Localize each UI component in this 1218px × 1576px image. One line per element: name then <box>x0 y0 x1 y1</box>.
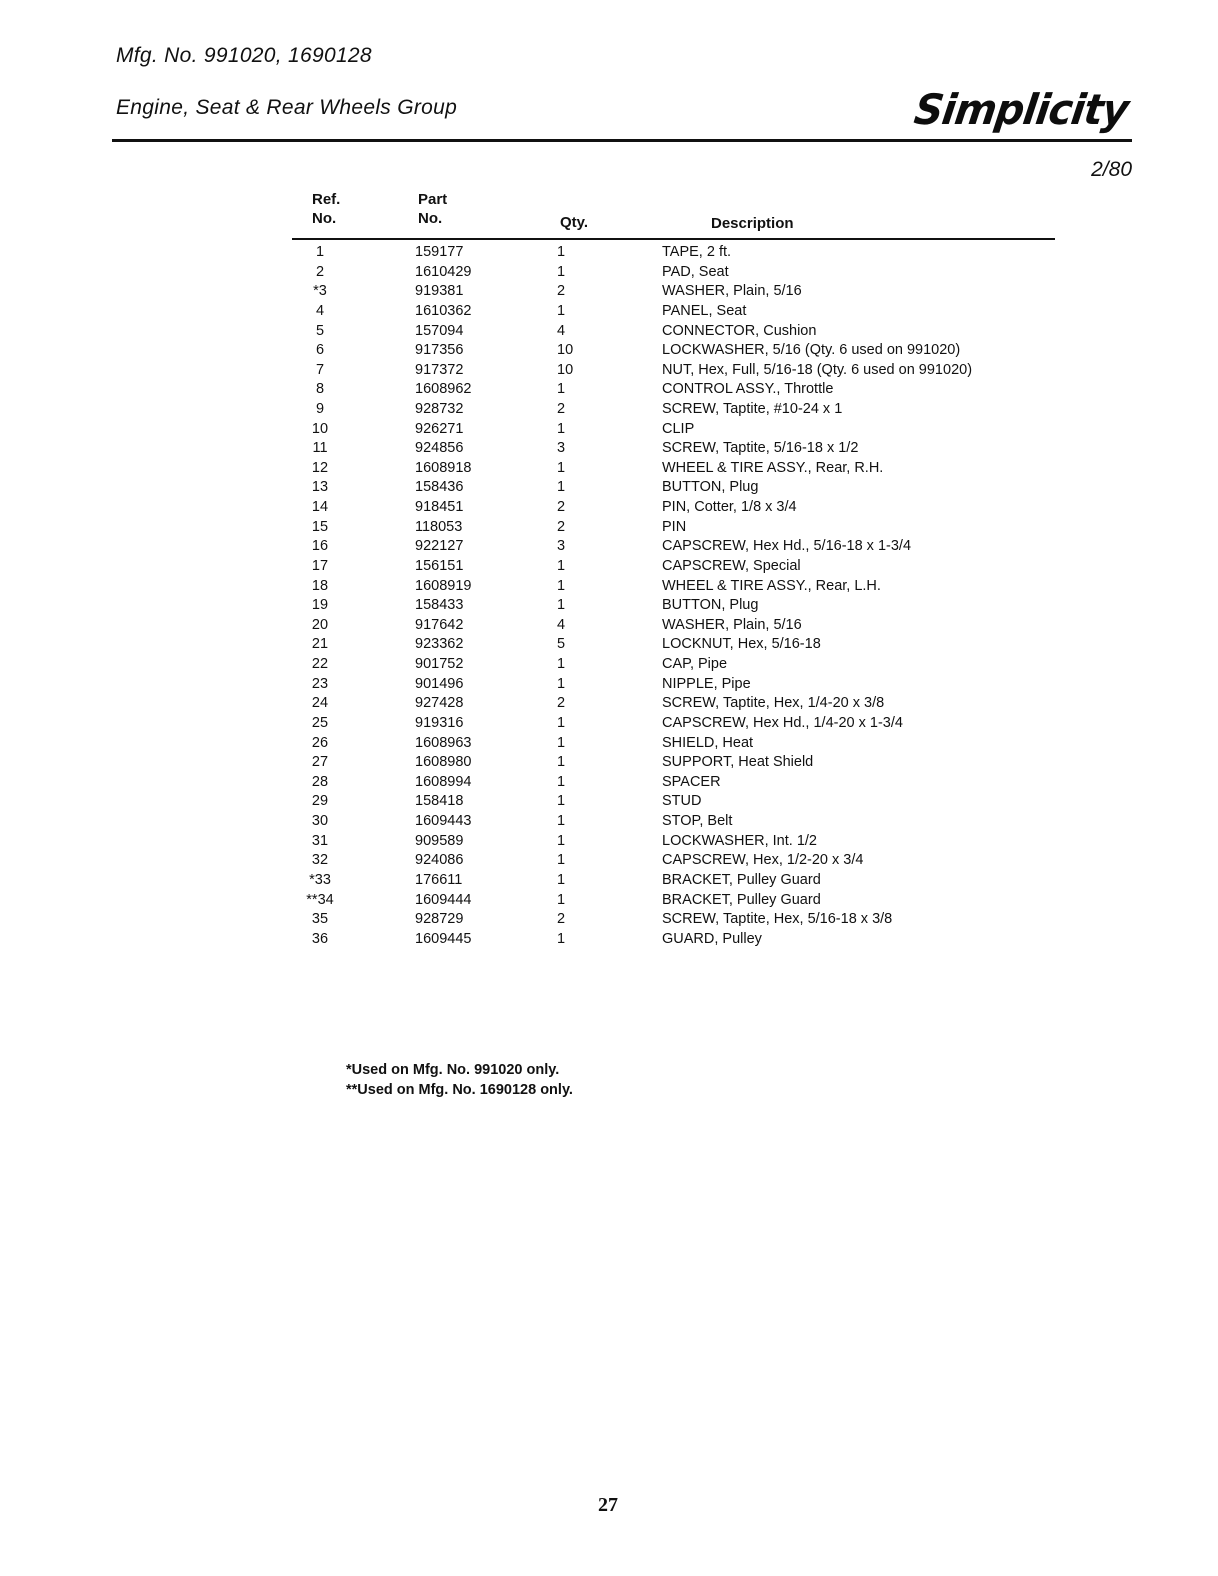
ref-cell: 30 <box>311 813 329 829</box>
description-cell: GUARD, Pulley <box>662 930 762 947</box>
qty-cell: 4 <box>557 322 566 339</box>
part-number-cell: 917356 <box>415 342 464 359</box>
qty-cell: 1 <box>557 244 566 260</box>
qty-cell: 1 <box>557 302 566 319</box>
qty-cell: 2 <box>557 518 566 535</box>
ref-cell: 31 <box>311 832 329 849</box>
page-title: Engine, Seat & Rear Wheels Group <box>116 96 458 119</box>
description-cell: TAPE, 2 ft. <box>662 244 732 260</box>
footnote-single: *Used on Mfg. No. 991020 only. <box>346 1062 560 1078</box>
qty-cell: 1 <box>557 714 566 731</box>
part-number-cell: 1608962 <box>415 381 472 398</box>
qty-cell: 5 <box>557 636 566 653</box>
part-header-line2: No. <box>418 210 443 227</box>
table-row <box>0 301 1218 321</box>
table-header-divider <box>292 238 1055 240</box>
description-cell: BUTTON, Plug <box>662 479 759 496</box>
qty-cell: 1 <box>557 754 566 771</box>
table-row <box>0 752 1218 772</box>
part-number-cell: 1609445 <box>415 930 472 947</box>
part-number-cell: 156151 <box>415 557 464 574</box>
ref-cell: 2 <box>315 263 325 280</box>
description-cell: CAPSCREW, Hex, 1/2-20 x 3/4 <box>662 852 864 869</box>
qty-cell: 1 <box>557 930 566 947</box>
description-cell: CONNECTOR, Cushion <box>662 322 817 339</box>
table-row <box>0 634 1218 654</box>
ref-cell: 29 <box>311 793 329 810</box>
part-number-cell: 157094 <box>415 322 464 339</box>
part-number-cell: 1608994 <box>415 773 472 790</box>
part-number-cell: 158436 <box>415 479 464 496</box>
description-cell: LOCKWASHER, 5/16 (Qty. 6 used on 991020) <box>662 342 961 359</box>
part-number-cell: 158433 <box>415 597 464 614</box>
ref-cell: 26 <box>311 734 329 751</box>
part-number-cell: 909589 <box>415 832 464 849</box>
qty-cell: 2 <box>557 911 566 928</box>
table-row <box>0 595 1218 615</box>
part-number-cell: 1609443 <box>415 813 472 829</box>
description-cell: CLIP <box>662 420 695 437</box>
ref-cell: 7 <box>315 361 325 378</box>
qty-cell: 1 <box>557 597 566 614</box>
qty-cell: 3 <box>557 538 566 555</box>
table-row <box>0 497 1218 517</box>
qty-cell: 1 <box>557 793 566 810</box>
qty-cell: 1 <box>557 381 566 398</box>
qty-cell: 1 <box>557 420 566 437</box>
table-row <box>0 399 1218 419</box>
ref-cell: 1 <box>315 244 325 260</box>
table-row <box>0 772 1218 792</box>
description-cell: PAD, Seat <box>662 263 729 280</box>
page-number: 27 <box>598 1494 618 1516</box>
ref-cell: 9 <box>315 401 325 417</box>
part-number-cell: 176611 <box>415 871 463 888</box>
ref-cell: 12 <box>311 459 329 476</box>
qty-cell: 1 <box>557 734 566 751</box>
description-cell: LOCKWASHER, Int. 1/2 <box>662 832 817 849</box>
part-number-cell: 919381 <box>415 283 464 300</box>
part-number-cell: 928732 <box>415 401 464 417</box>
ref-cell: 20 <box>311 616 329 633</box>
part-number-cell: 927428 <box>415 695 464 712</box>
table-row <box>0 419 1218 439</box>
description-cell: SUPPORT, Heat Shield <box>662 754 814 771</box>
ref-cell: 11 <box>312 440 328 457</box>
part-number-cell: 1610429 <box>415 263 472 280</box>
table-row <box>0 674 1218 694</box>
description-cell: BUTTON, Plug <box>662 597 759 614</box>
table-row <box>0 576 1218 596</box>
qty-cell: 1 <box>557 459 566 476</box>
brand-logo: Simplicity <box>911 86 1131 135</box>
description-cell: STOP, Belt <box>662 813 733 829</box>
description-cell: PIN, Cotter, 1/8 x 3/4 <box>662 499 797 516</box>
ref-cell: 18 <box>311 577 329 594</box>
part-number-cell: 158418 <box>415 793 464 810</box>
description-cell: SHIELD, Heat <box>662 734 754 751</box>
description-column-header: Description <box>711 215 794 232</box>
table-row <box>0 791 1218 811</box>
description-cell: SCREW, Taptite, #10-24 x 1 <box>662 401 843 417</box>
description-cell: WASHER, Plain, 5/16 <box>662 283 802 300</box>
description-cell: WHEEL & TIRE ASSY., Rear, L.H. <box>662 577 881 594</box>
ref-cell: 17 <box>311 557 329 574</box>
table-row <box>0 713 1218 733</box>
qty-cell: 1 <box>557 813 566 829</box>
table-row <box>0 262 1218 282</box>
table-row <box>0 379 1218 399</box>
description-cell: SPACER <box>662 773 721 790</box>
ref-cell: **34 <box>306 891 334 908</box>
header-divider <box>112 139 1132 142</box>
table-row <box>0 870 1218 890</box>
ref-cell: 16 <box>311 538 329 555</box>
qty-cell: 1 <box>557 871 566 888</box>
part-number-cell: 918451 <box>415 499 464 516</box>
part-column-header <box>418 190 447 228</box>
revision-date: 2/80 <box>1091 158 1132 181</box>
ref-cell: 8 <box>315 381 325 398</box>
part-header-line1: Part <box>418 191 448 208</box>
qty-cell: 1 <box>557 852 566 869</box>
description-cell: LOCKNUT, Hex, 5/16-18 <box>662 636 821 653</box>
part-number-cell: 923362 <box>415 636 464 653</box>
description-cell: NIPPLE, Pipe <box>662 675 751 692</box>
description-cell: CONTROL ASSY., Throttle <box>662 381 834 398</box>
description-cell: NUT, Hex, Full, 5/16-18 (Qty. 6 used on 991020) <box>662 361 973 378</box>
ref-column-header <box>312 190 340 228</box>
ref-cell: 15 <box>311 518 329 535</box>
qty-cell: 2 <box>557 499 566 516</box>
qty-cell: 1 <box>557 891 566 908</box>
part-number-cell: 924856 <box>415 440 464 457</box>
part-number-cell: 1609444 <box>415 891 472 908</box>
part-number-cell: 159177 <box>415 244 464 260</box>
qty-cell: 1 <box>557 656 566 672</box>
ref-cell: 36 <box>311 930 329 947</box>
qty-cell: 10 <box>557 342 574 359</box>
table-row <box>0 438 1218 458</box>
ref-cell: 19 <box>311 597 329 614</box>
ref-cell: *33 <box>309 871 331 888</box>
qty-cell: 2 <box>557 283 566 300</box>
part-number-cell: 917642 <box>415 616 464 633</box>
part-number-cell: 1608919 <box>415 577 472 594</box>
ref-cell: 24 <box>311 695 329 712</box>
ref-cell: *3 <box>313 283 327 300</box>
qty-cell: 2 <box>557 401 566 417</box>
qty-column-header: Qty. <box>560 214 589 231</box>
part-number-cell: 901496 <box>415 675 464 692</box>
qty-cell: 1 <box>557 557 566 574</box>
ref-cell: 14 <box>311 499 329 516</box>
table-row <box>0 733 1218 753</box>
description-cell: SCREW, Taptite, Hex, 1/4-20 x 3/8 <box>662 695 885 712</box>
description-cell: WHEEL & TIRE ASSY., Rear, R.H. <box>662 459 884 476</box>
table-row <box>0 831 1218 851</box>
description-cell: PANEL, Seat <box>662 302 747 319</box>
table-row <box>0 615 1218 635</box>
qty-cell: 1 <box>557 832 566 849</box>
part-number-cell: 917372 <box>415 361 464 378</box>
ref-header-line1: Ref. <box>312 191 341 208</box>
description-cell: SCREW, Taptite, Hex, 5/16-18 x 3/8 <box>662 911 893 928</box>
footnote-double: **Used on Mfg. No. 1690128 only. <box>346 1082 573 1098</box>
table-row <box>0 360 1218 380</box>
qty-cell: 1 <box>557 577 566 594</box>
table-row <box>0 811 1218 831</box>
description-cell: STUD <box>662 793 702 810</box>
ref-cell: 27 <box>311 754 329 771</box>
table-row <box>0 340 1218 360</box>
qty-cell: 10 <box>557 361 574 378</box>
qty-cell: 1 <box>557 675 566 692</box>
description-cell: CAP, Pipe <box>662 656 728 672</box>
table-row <box>0 654 1218 674</box>
footnotes <box>346 1060 573 1100</box>
part-number-cell: 924086 <box>415 852 464 869</box>
table-row <box>0 909 1218 929</box>
ref-header-line2: No. <box>312 210 337 227</box>
table-row <box>0 477 1218 497</box>
qty-cell: 3 <box>557 440 566 457</box>
table-row <box>0 556 1218 576</box>
ref-cell: 23 <box>311 675 329 692</box>
description-cell: PIN <box>662 518 687 535</box>
ref-cell: 13 <box>311 479 329 496</box>
description-cell: WASHER, Plain, 5/16 <box>662 616 802 633</box>
description-cell: BRACKET, Pulley Guard <box>662 871 821 888</box>
table-row <box>0 242 1218 262</box>
description-cell: SCREW, Taptite, 5/16-18 x 1/2 <box>662 440 859 457</box>
part-number-cell: 1608918 <box>415 459 472 476</box>
table-row <box>0 281 1218 301</box>
part-number-cell: 928729 <box>415 911 464 928</box>
part-number-cell: 926271 <box>415 420 464 437</box>
qty-cell: 1 <box>557 773 566 790</box>
description-cell: CAPSCREW, Hex Hd., 1/4-20 x 1-3/4 <box>662 714 903 731</box>
qty-cell: 1 <box>557 263 566 280</box>
description-cell: CAPSCREW, Special <box>662 557 801 574</box>
manufacturer-numbers: Mfg. No. 991020, 1690128 <box>116 44 372 67</box>
table-row <box>0 517 1218 537</box>
ref-cell: 4 <box>315 302 325 319</box>
description-cell: CAPSCREW, Hex Hd., 5/16-18 x 1-3/4 <box>662 538 912 555</box>
table-row <box>0 850 1218 870</box>
ref-cell: 22 <box>311 656 329 672</box>
qty-cell: 1 <box>557 479 566 496</box>
part-number-cell: 1610362 <box>415 302 472 319</box>
part-number-cell: 1608980 <box>415 754 472 771</box>
part-number-cell: 919316 <box>415 714 464 731</box>
part-number-cell: 922127 <box>415 538 464 555</box>
table-row <box>0 458 1218 478</box>
ref-cell: 28 <box>311 773 329 790</box>
ref-cell: 25 <box>311 714 329 731</box>
table-row <box>0 929 1218 949</box>
ref-cell: 32 <box>311 852 329 869</box>
table-row <box>0 536 1218 556</box>
qty-cell: 2 <box>557 695 566 712</box>
ref-cell: 5 <box>315 322 325 339</box>
description-cell: BRACKET, Pulley Guard <box>662 891 821 908</box>
ref-cell: 35 <box>311 911 329 928</box>
table-row <box>0 693 1218 713</box>
part-number-cell: 1608963 <box>415 734 472 751</box>
qty-cell: 4 <box>557 616 566 633</box>
part-number-cell: 901752 <box>415 656 464 672</box>
ref-cell: 21 <box>311 636 329 653</box>
table-row <box>0 321 1218 341</box>
ref-cell: 10 <box>311 420 329 437</box>
part-number-cell: 118053 <box>415 518 463 535</box>
ref-cell: 6 <box>315 342 325 359</box>
table-row <box>0 890 1218 910</box>
